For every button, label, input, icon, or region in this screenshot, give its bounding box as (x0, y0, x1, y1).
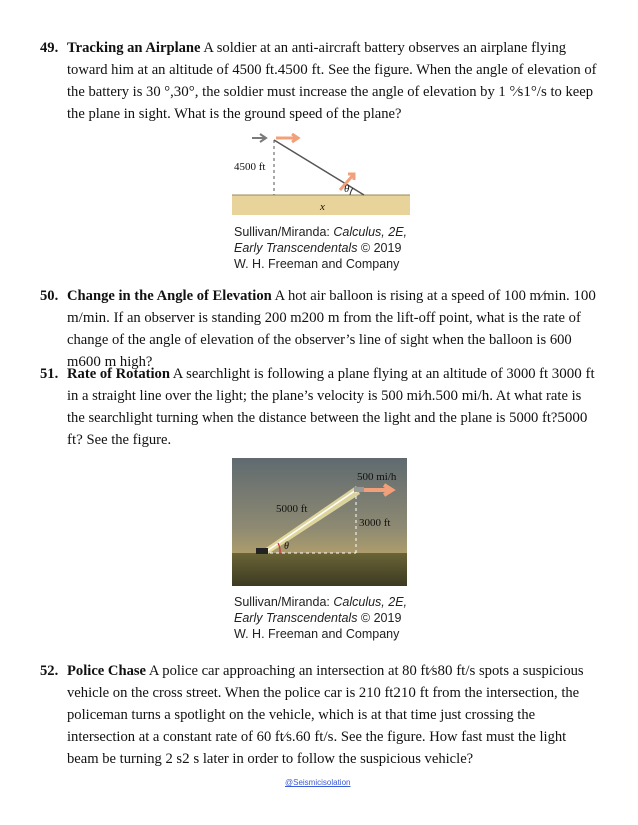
problem-number: 52. (40, 663, 59, 679)
problem-body (67, 660, 600, 770)
problem-text: later in order to follow the suspicious vehicle? (199, 751, 474, 767)
math-rendered: 600 m (78, 354, 117, 370)
math-rendered: 30°, (173, 84, 199, 100)
caption-italic: Early Transcendentals (234, 241, 358, 255)
problem-text: to keep the plane in sight. What is the ground speed of the plane? (67, 84, 594, 122)
hypotenuse-label: 5000 ft (276, 503, 308, 515)
math-rendered: 500 mi/h. (435, 388, 493, 404)
math-rendered: 4500 ft. (277, 62, 325, 78)
problem-50 (40, 285, 600, 373)
math-inline: 2 s (165, 751, 183, 767)
math-inline: 3000 ft (506, 366, 549, 382)
footer-link[interactable]: @Seismicisolation (285, 778, 351, 787)
caption-text: W. H. Freeman and Company (234, 627, 400, 641)
math-inline: 210 ft (358, 685, 394, 701)
math-rendered: 200 m (301, 310, 340, 326)
problem-number: 49. (40, 40, 59, 56)
problem-51 (40, 363, 600, 451)
problem-text: See the figure. How fast must the light beam be turning (67, 729, 567, 767)
math-inline: 1 °⁄s (498, 84, 524, 100)
searchlight-icon (256, 548, 268, 554)
math-rendered: 210 ft (393, 685, 429, 701)
caption-text: © 2019 (357, 611, 402, 625)
math-rendered: 2 s (182, 751, 200, 767)
problem-text: the soldier must increase the angle of elevation by (198, 84, 499, 100)
figure-searchlight-photo (232, 458, 407, 586)
math-inline: 500 mi⁄h. (381, 388, 436, 404)
problem-text: from the lift-off point, what is the rate of change of the angle of elevation of the observer’s line of sight when the balloon is (67, 310, 581, 348)
problem-number: 51. (40, 366, 59, 382)
problem-text: See the figure. (82, 432, 172, 448)
ground (232, 553, 407, 586)
problem-49 (40, 37, 600, 125)
velocity-arrow-icon (276, 134, 298, 142)
problem-body (67, 285, 600, 373)
problem-52 (40, 660, 600, 770)
caption-text: Sullivan/Miranda: (234, 595, 334, 609)
math-inline: 30 °, (146, 84, 174, 100)
airplane-icon (252, 134, 266, 142)
caption-italic: Calculus, 2E, (333, 225, 408, 239)
problem-title: Tracking an Airplane (67, 40, 201, 56)
math-inline: 600 m (67, 332, 572, 370)
problem-text: See the figure. When the angle of elevation of the battery is (67, 62, 597, 100)
problem-body (67, 363, 600, 451)
altitude-label: 3000 ft (359, 517, 391, 529)
problem-number: 50. (40, 288, 59, 304)
caption-text: Sullivan/Miranda: (234, 225, 334, 239)
math-inline: 200 m (264, 310, 302, 326)
problem-text: spots a suspicious vehicle on the cross street. When the police car is (67, 663, 584, 701)
math-inline: 80 ft⁄s (402, 663, 438, 679)
caption-italic: Early Transcendentals (234, 611, 358, 625)
math-rendered: 80 ft/s (437, 663, 476, 679)
speed-label: 500 mi/h (357, 471, 397, 483)
problem-title: Change in the Angle of Elevation (67, 288, 272, 304)
problem-text: If an observer is standing (109, 310, 265, 326)
math-rendered: 100 m/min. (67, 288, 596, 326)
theta-label: θ (344, 183, 350, 195)
problem-text: in a straight line over the light; the plane’s velocity is (67, 388, 382, 404)
math-inline: 4500 ft. (232, 62, 278, 78)
caption-text: W. H. Freeman and Company (234, 257, 400, 271)
problem-text: At what rate is the searchlight turning when the distance between the light and the plane is (67, 388, 582, 426)
theta-label: θ (284, 541, 289, 552)
figure-caption (234, 594, 407, 642)
figure-caption (234, 224, 407, 272)
math-inline: 60 ft⁄s. (256, 729, 296, 745)
problem-text: A police car approaching an intersection at (146, 663, 403, 679)
line-of-sight (274, 140, 364, 195)
problem-text: high? (116, 354, 153, 370)
math-rendered: 60 ft/s. (295, 729, 338, 745)
math-rendered: 3000 ft (551, 366, 595, 382)
problem-text: from the intersection, the policeman turns a spotlight on the vehicle, which is at that time just crossing the intersection at a constant rate of (67, 685, 580, 745)
caption-text: © 2019 (357, 241, 402, 255)
math-inline: 5000 ft? (509, 410, 558, 426)
math-inline: 100 m⁄min. (503, 288, 570, 304)
altitude-label: 4500 ft (234, 161, 266, 173)
problem-title: Police Chase (67, 663, 147, 679)
math-rendered: 1°/s (523, 84, 547, 100)
problem-text: A searchlight is following a plane flying at an altitude of (169, 366, 507, 382)
problem-text: A soldier at an anti-aircraft battery observes an airplane flying toward him at an altitude of (67, 40, 567, 78)
x-label: x (320, 201, 325, 213)
problem-body (67, 37, 600, 125)
problem-text: A hot air balloon is rising at a speed of (271, 288, 504, 304)
math-rendered: 5000 ft? (67, 410, 588, 448)
figure-airplane-diagram (232, 130, 410, 220)
problem-title: Rate of Rotation (67, 366, 170, 382)
caption-italic: Calculus, 2E, (333, 595, 408, 609)
